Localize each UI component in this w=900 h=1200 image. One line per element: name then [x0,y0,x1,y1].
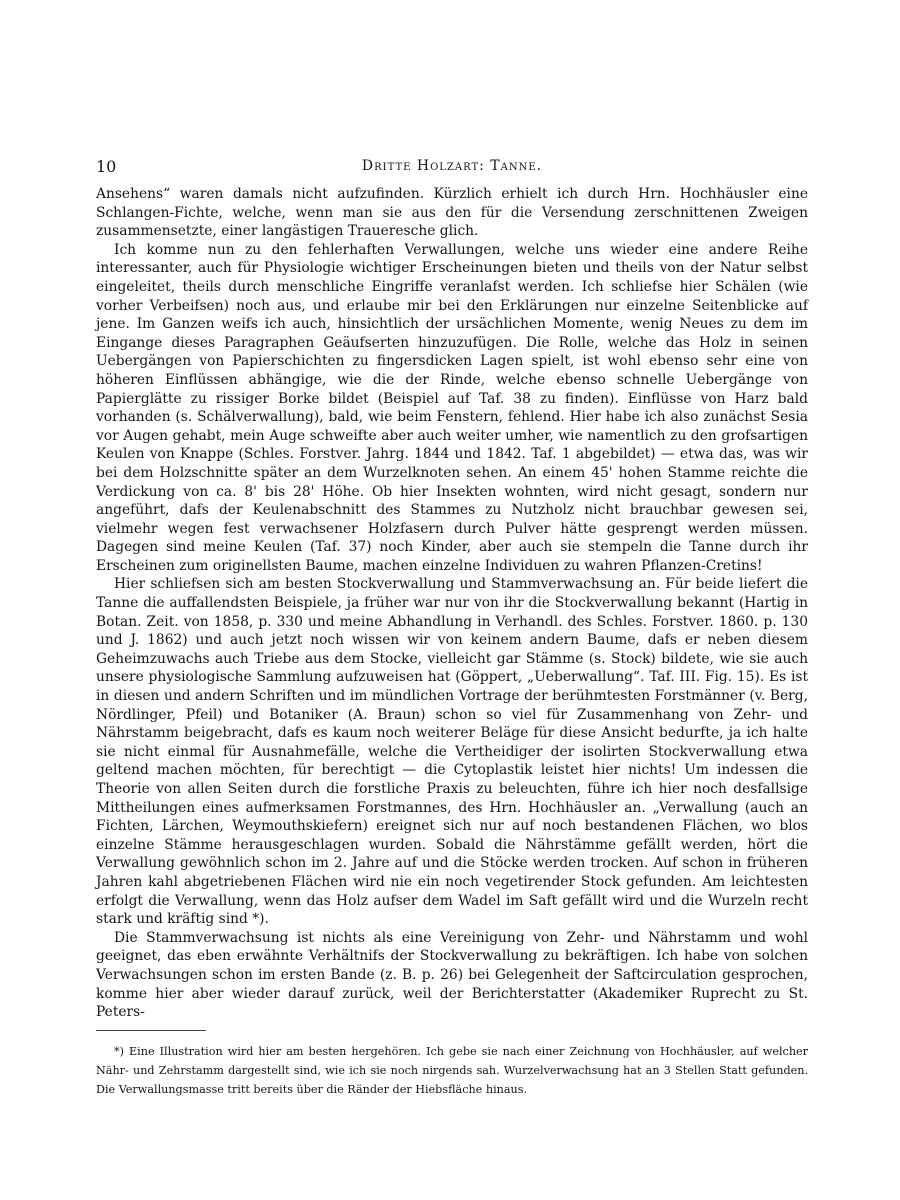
running-head [96,157,808,177]
footnote-divider [96,1030,206,1031]
paragraph-3: Hier schliefsen sich am besten Stockverwallung und Stammverwachsung an. Für beide liefert die Tanne die auffallendsten Beispiele, ja früher war nur von ihr die Stockverwallung bekannt (Hartig in Botan. Zeit. von 1858, p. 330 und meine Abhandlung in Verhandl. des Schles. Forstver. 1860. p. 130 und J. 1862) und auch jetzt noch wissen wir von keinem andern Baume, dafs er neben diesem Geheimzuwachs auch Triebe aus dem Stocke, vielleicht gar Stämme (s. Stock) bildete, wie sie auch unsere physiologische Sammlung aufzuweisen hat (Göppert, „Ueberwallung“. Taf. III. Fig. 15). Es ist in diesen und andern Schriften und im mündlichen Vortrage der berühmtesten Forstmänner (v. Berg, Nördlinger, Pfeil) und Botaniker (A. Braun) schon so viel für Zusammenhang von Zehr- und Nährstamm beigebracht, dafs es kaum noch weiterer Beläge für diese Ansicht bedurfte, ja ich halte sie nicht einmal für Ausnahmefälle, welche die Vertheidiger der isolirten Stockverwallung etwa geltend machen möchten, für berechtigt — die Cytoplastik leistet hier nichts! Um indessen die Theorie von allen Seiten durch die forstliche Praxis zu beleuchten, führe ich hier noch desfallsige Mittheilungen eines aufmerksamen Forstmannes, des Hrn. Hochhäusler an. „Verwallung (auch an Fichten, Lärchen, Weymouthskiefern) ereignet sich nur auf noch bestandenen Flächen, wo blos einzelne Stämme herausgeschlagen wurden. Sobald die Nährstämme gefällt werden, hört die Verwallung gewöhnlich schon im 2. Jahre auf und die Stöcke werden trocken. Auf schon in früheren Jahren kahl abgetriebenen Flächen wird nie ein noch vegetirender Stock gefunden. Am leichtesten erfolgt die Verwallung, wenn das Holz aufser dem Wadel im Saft gefällt wird und die Wurzeln recht stark und kräftig sind *). [96,576,808,928]
chapter-title: Dritte Holzart: Tanne. [361,158,543,174]
paragraph-4: Die Stammverwachsung ist nichts als eine Vereinigung von Zehr- und Nährstamm und wohl geeignet, das eben erwähnte Verhältnifs der Stockverwallung zu bekräftigen. Ich habe von solchen Verwachsungen schon im ersten Bande (z. B. p. 26) bei Gelegenheit der Saftcirculation gesprochen, komme hier aber wieder darauf zurück, weil der Berichterstatter (Akademiker Ruprecht zu St. Peters- [96,929,808,1021]
paragraph-1: Ansehens“ waren damals nicht aufzufinden. Kürzlich erhielt ich durch Hrn. Hochhäusler eine Schlangen-Fichte, welche, wenn man sie aus den für die Versendung zerschnittenen Zweigen zusammensetzte, einer langästigen Traueresche glich. [96,186,808,240]
paragraph-2: Ich komme nun zu den fehlerhaften Verwallungen, welche uns wieder eine andere Reihe interessanter, auch für Physiologie wichtiger Erscheinungen bieten und theils von der Natur selbst eingeleitet, theils durch menschliche Eingriffe veranlafst werden. Ich schliefse hier Schälen (wie vorher Verbeifsen) noch aus, und erlaube mir bei den Erklärungen nur einzelne Seitenblicke auf jene. Im Ganzen weifs ich auch, hinsichtlich der ursächlichen Momente, wenig Neues zu dem im Eingange dieses Paragraphen Geäufserten hinzuzufügen. Die Rolle, welche das Holz in seinen Uebergängen von Papierschichten zu fingersdicken Lagen spielt, ist wohl ebenso sehr eine von höheren Einflüssen abhängige, wie die der Rinde, welche ebenso schnelle Uebergänge von Papierglätte zu rissiger Borke bildet (Beispiel auf Taf. 38 zu finden). Einflüsse von Harz bald vorhanden (s. Schälverwallung), bald, wie beim Fenstern, fehlend. Hier habe ich also zunächst Sesia vor Augen gehabt, mein Auge schweifte aber auch weiter umher, wie namentlich zu den grofsartigen Keulen von Knappe (Schles. Forstver. Jahrg. 1844 und 1842. Taf. 1 abgebildet) — etwa das, was wir bei dem Holzschnitte später an dem Wurzelknoten sehen. An einem 45' hohen Stamme reichte die Verdickung von ca. 8' bis 28' Höhe. Ob hier Insekten wohnten, wird nicht gesagt, sondern nur angeführt, dafs der Keulenabschnitt des Stammes zu Nutzholz nicht brauchbar gewesen sei, vielmehr wegen fest verwachsener Holzfasern durch Pulver hätte gesprengt werden müssen. Dagegen sind meine Keulen (Taf. 37) noch Kinder, aber auch sie stempeln die Tanne durch ihr Erscheinen zum originellsten Baume, machen einzelne Individuen zu wahren Pflanzen-Cretins! [96,241,808,574]
page-number: 10 [96,157,117,176]
footnote: *) Eine Illustration wird hier am besten hergehören. Ich gebe sie nach einer Zeichnung von Hochhäusler, auf welcher Nähr- und Zehrstamm dargestellt sind, wie ich sie noch nirgends sah. Wurzelverwachsung hat an 3 Stellen Statt gefunden. Die Verwallungsmasse tritt bereits über die Ränder der Hiebsfläche hinaus. [96,1045,808,1096]
body-text [96,185,808,1022]
